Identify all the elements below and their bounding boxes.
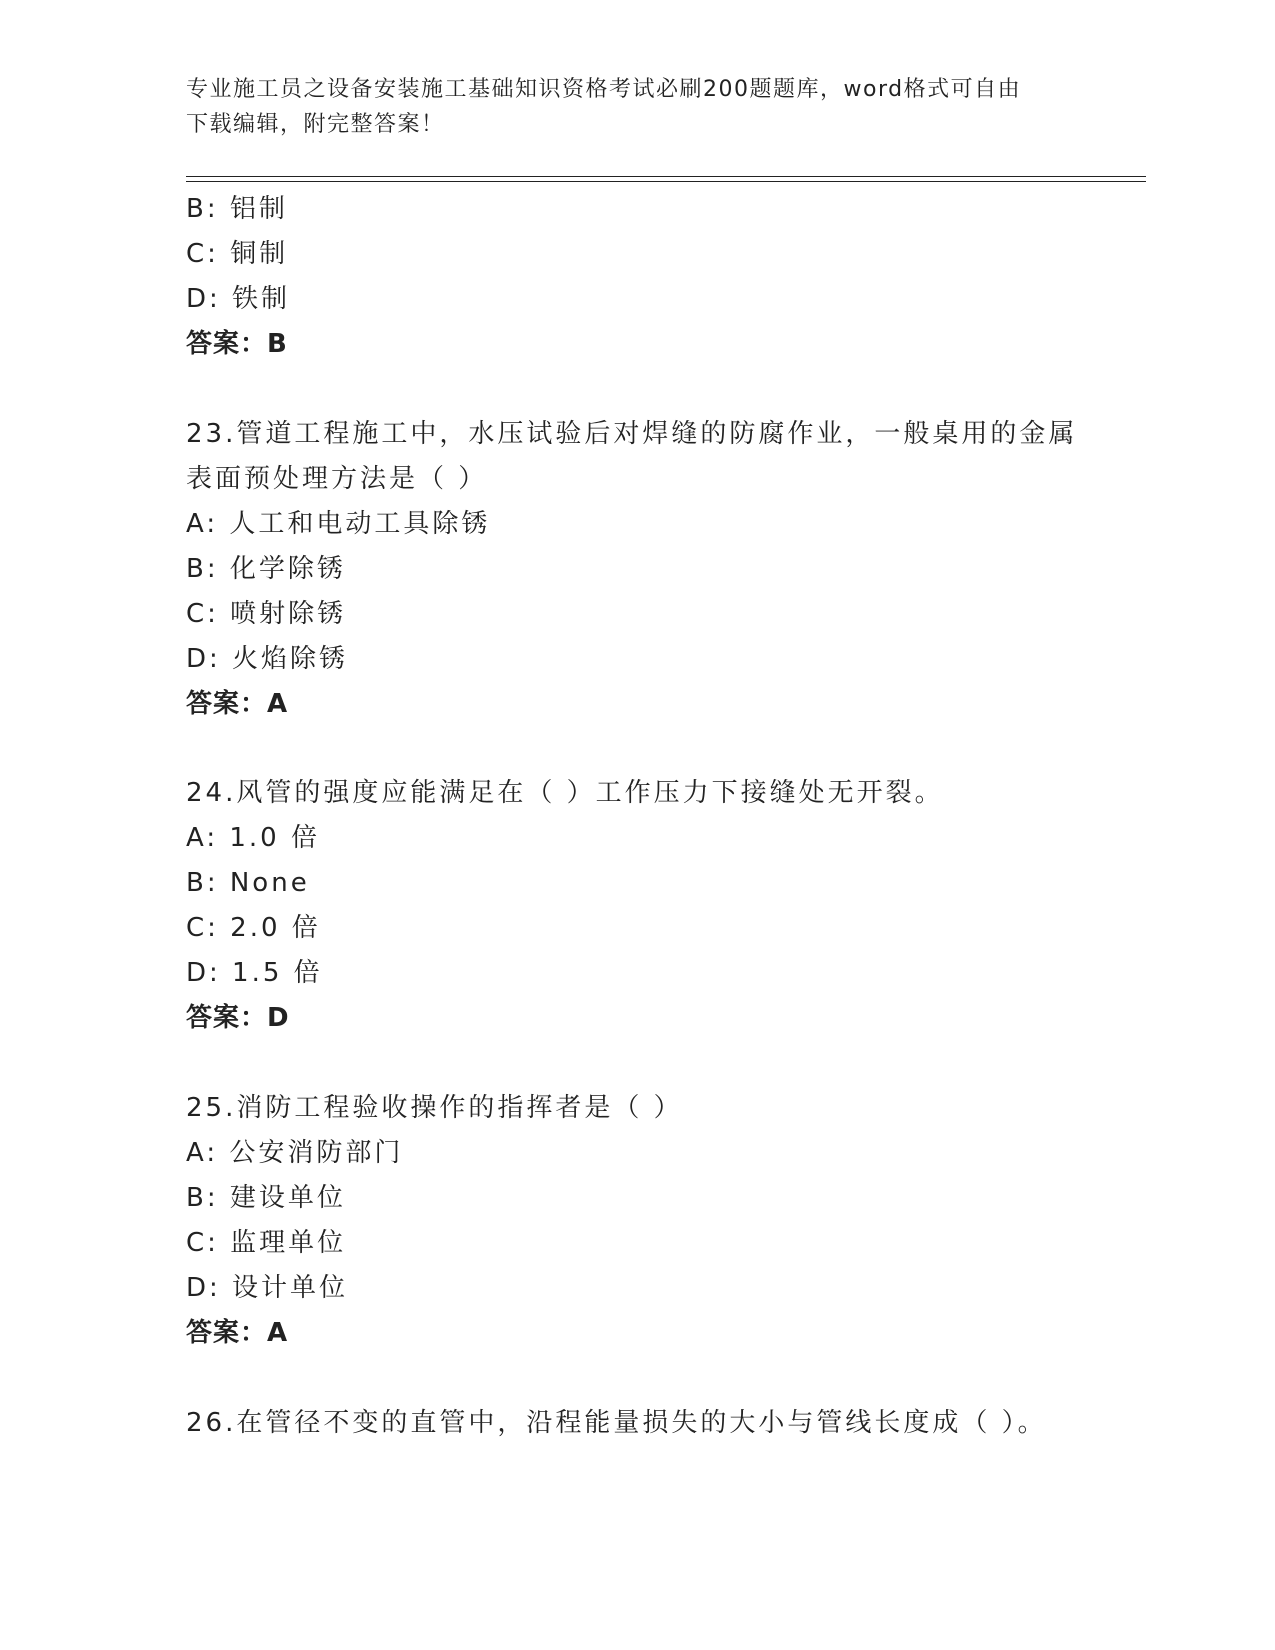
q23-option-a: A: 人工和电动工具除锈: [186, 509, 491, 539]
q24-option-b: B: None: [186, 868, 310, 898]
header-title-line-2: 下载编辑，附完整答案！: [186, 112, 445, 137]
q25-option-d: D: 设计单位: [186, 1273, 349, 1303]
q25-option-a: A: 公安消防部门: [186, 1138, 404, 1168]
q25-option-b: B: 建设单位: [186, 1183, 346, 1213]
q24-question: 24.风管的强度应能满足在（ ）工作压力下接缝处无开裂。: [186, 778, 944, 808]
q23-answer: 答案：A: [186, 689, 289, 719]
q24-answer: 答案：D: [186, 1003, 290, 1033]
q23-option-d: D: 火焰除锈: [186, 644, 349, 674]
q24-option-d: D: 1.5 倍: [186, 958, 323, 988]
q22-answer: 答案：B: [186, 329, 288, 359]
q25-option-c: C: 监理单位: [186, 1228, 347, 1258]
q22-option-d: D: 铁制: [186, 284, 291, 314]
q22-option-c: C: 铜制: [186, 239, 289, 269]
header-divider: [186, 176, 1146, 182]
q23-question-line-1: 23.管道工程施工中，水压试验后对焊缝的防腐作业，一般桌用的金属: [186, 419, 1078, 449]
q22-option-b: B: 铝制: [186, 194, 288, 224]
q25-answer: 答案：A: [186, 1318, 289, 1348]
q24-option-c: C: 2.0 倍: [186, 913, 321, 943]
q24-option-a: A: 1.0 倍: [186, 823, 320, 853]
document-header: [186, 72, 1086, 142]
q23-option-b: B: 化学除锈: [186, 554, 346, 584]
header-title-line-1: 专业施工员之设备安装施工基础知识资格考试必刷200题题库，word格式可自由: [186, 77, 1022, 102]
q26-question: 26.在管径不变的直管中，沿程能量损失的大小与管线长度成（ ）。: [186, 1408, 1047, 1438]
q23-question-line-2: 表面预处理方法是（ ）: [186, 464, 488, 494]
q23-option-c: C: 喷射除锈: [186, 599, 347, 629]
q25-question: 25.消防工程验收操作的指挥者是（ ）: [186, 1093, 683, 1123]
